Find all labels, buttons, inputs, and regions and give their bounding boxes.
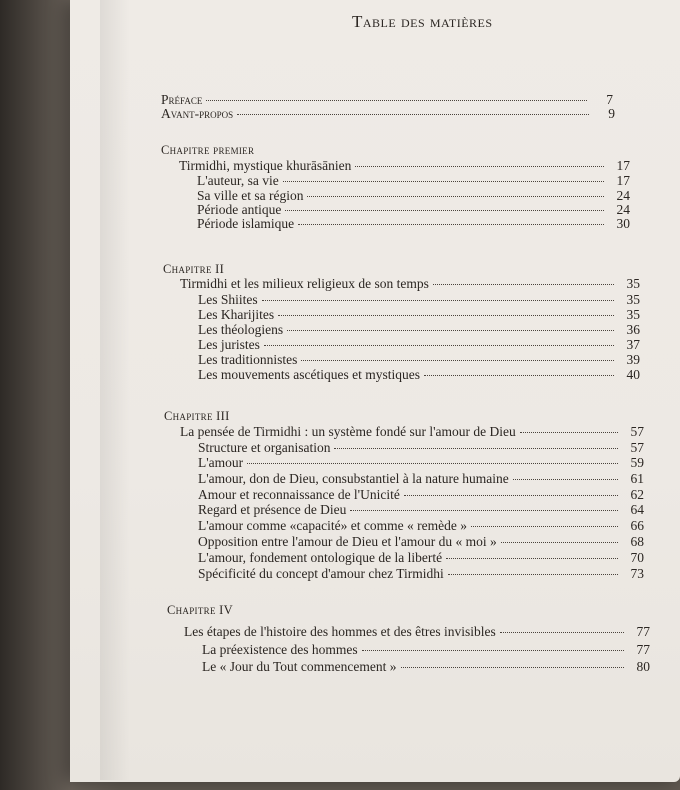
entry-label: La préexistence des hommes [202,642,358,657]
entry-label: L'auteur, sa vie [197,173,279,188]
leader-dots [501,542,618,543]
leader-dots [362,650,624,651]
entry-page: 35 [626,276,640,291]
entry-label: Période antique [197,202,282,217]
chapter-title-4 [184,624,650,640]
leader-dots [350,510,618,511]
toc-entry-avant-propos [161,106,615,122]
leader-dots [301,360,614,361]
toc-section [202,659,650,675]
toc-section [198,550,644,566]
entry-label: Préface [161,92,203,107]
leader-dots [355,166,604,167]
entry-label: L'amour, fondement ontologique de la liberté [198,550,443,565]
leader-dots [298,224,604,225]
toc-section [202,642,650,658]
entry-label: Spécificité du concept d'amour chez Tirmidhi [198,566,444,581]
chapter-heading-4: Chapitre IV [167,603,233,617]
toc-section [198,352,640,368]
toc-section [198,455,644,471]
toc-section [197,173,630,189]
entry-label: Les théologiens [198,322,284,337]
leader-dots [448,574,618,575]
entry-page: 24 [616,188,630,203]
leader-dots [334,448,618,449]
entry-page: 24 [616,202,630,217]
entry-label: L'amour, don de Dieu, consubstantiel à la nature humaine [198,471,509,486]
entry-page: 40 [626,367,640,382]
toc-section [198,566,644,582]
entry-page: 59 [630,455,644,470]
leader-dots [433,284,614,285]
leader-dots [424,375,614,376]
leader-dots [404,495,618,496]
entry-page: 17 [616,173,630,188]
toc-section [198,337,640,353]
entry-page: 77 [636,642,650,657]
toc-section [198,534,644,550]
entry-page: 68 [630,534,644,549]
entry-label: Amour et reconnaissance de l'Unicité [198,487,400,502]
leader-dots [285,210,604,211]
toc-section [197,216,630,232]
entry-label: Opposition entre l'amour de Dieu et l'amour du « moi » [198,534,497,549]
toc-section [198,471,644,487]
leader-dots [513,479,618,480]
toc-section [198,487,644,503]
entry-page: 35 [626,307,640,322]
chapter-heading-1: Chapitre premier [161,143,255,157]
entry-page: 39 [626,352,640,367]
entry-label: Regard et présence de Dieu [198,502,347,517]
entry-page: 57 [630,440,644,455]
entry-page: 70 [630,550,644,565]
entry-page: 62 [630,487,644,502]
chapter-title-2 [180,276,640,292]
chapter-heading-3: Chapitre III [164,409,230,423]
entry-label: Les traditionnistes [198,352,298,367]
entry-label: Le « Jour du Tout commencement » [202,659,397,674]
entry-label: Les étapes de l'histoire des hommes et des êtres invisibles [184,624,496,639]
leader-dots [520,432,618,433]
entry-page: 80 [636,659,650,674]
entry-label: Les juristes [198,337,260,352]
entry-label: Avant-propos [161,106,234,121]
entry-label: Sa ville et sa région [197,188,304,203]
leader-dots [278,315,614,316]
leader-dots [262,300,614,301]
toc-section [198,307,640,323]
leader-dots [206,100,587,101]
leader-dots [283,181,604,182]
entry-page: 66 [630,518,644,533]
entry-page: 35 [626,292,640,307]
toc-section [198,518,644,534]
leader-dots [307,196,604,197]
entry-page: 9 [608,106,615,121]
entry-page: 37 [626,337,640,352]
entry-label: Les Shiites [198,292,258,307]
entry-page: 77 [636,624,650,639]
entry-page: 30 [616,216,630,231]
entry-label: Les mouvements ascétiques et mystiques [198,367,420,382]
entry-label: L'amour [198,455,244,470]
toc-section [198,440,644,456]
entry-label: Tirmidhi et les milieux religieux de son temps [180,276,429,291]
leader-dots [264,345,614,346]
page-inner [100,0,660,780]
entry-label: Structure et organisation [198,440,331,455]
entry-page: 73 [630,566,644,581]
entry-label: Les Kharijites [198,307,275,322]
chapter-heading-2: Chapitre II [163,262,225,276]
leader-dots [237,114,589,115]
leader-dots [500,632,624,633]
entry-page: 61 [630,471,644,486]
entry-page: 36 [626,322,640,337]
entry-label: Tirmidhi, mystique khurāsānien [179,158,352,173]
page-title: Table des matières [352,12,493,31]
entry-page: 17 [616,158,630,173]
book-page [70,0,680,782]
entry-page: 57 [630,424,644,439]
chapter-title-1 [179,158,630,174]
chapter-title-3 [180,424,644,440]
entry-label: Période islamique [197,216,295,231]
leader-dots [287,330,614,331]
entry-page: 64 [630,502,644,517]
entry-label: La pensée de Tirmidhi : un système fondé sur l'amour de Dieu [180,424,516,439]
leader-dots [247,463,618,464]
toc-section [198,292,640,308]
leader-dots [471,526,618,527]
toc-section [198,367,640,383]
toc-section [198,322,640,338]
entry-label: L'amour comme «capacité» et comme « remède » [198,518,467,533]
entry-page: 7 [606,92,613,107]
toc-section [198,502,644,518]
leader-dots [401,667,624,668]
leader-dots [446,558,618,559]
